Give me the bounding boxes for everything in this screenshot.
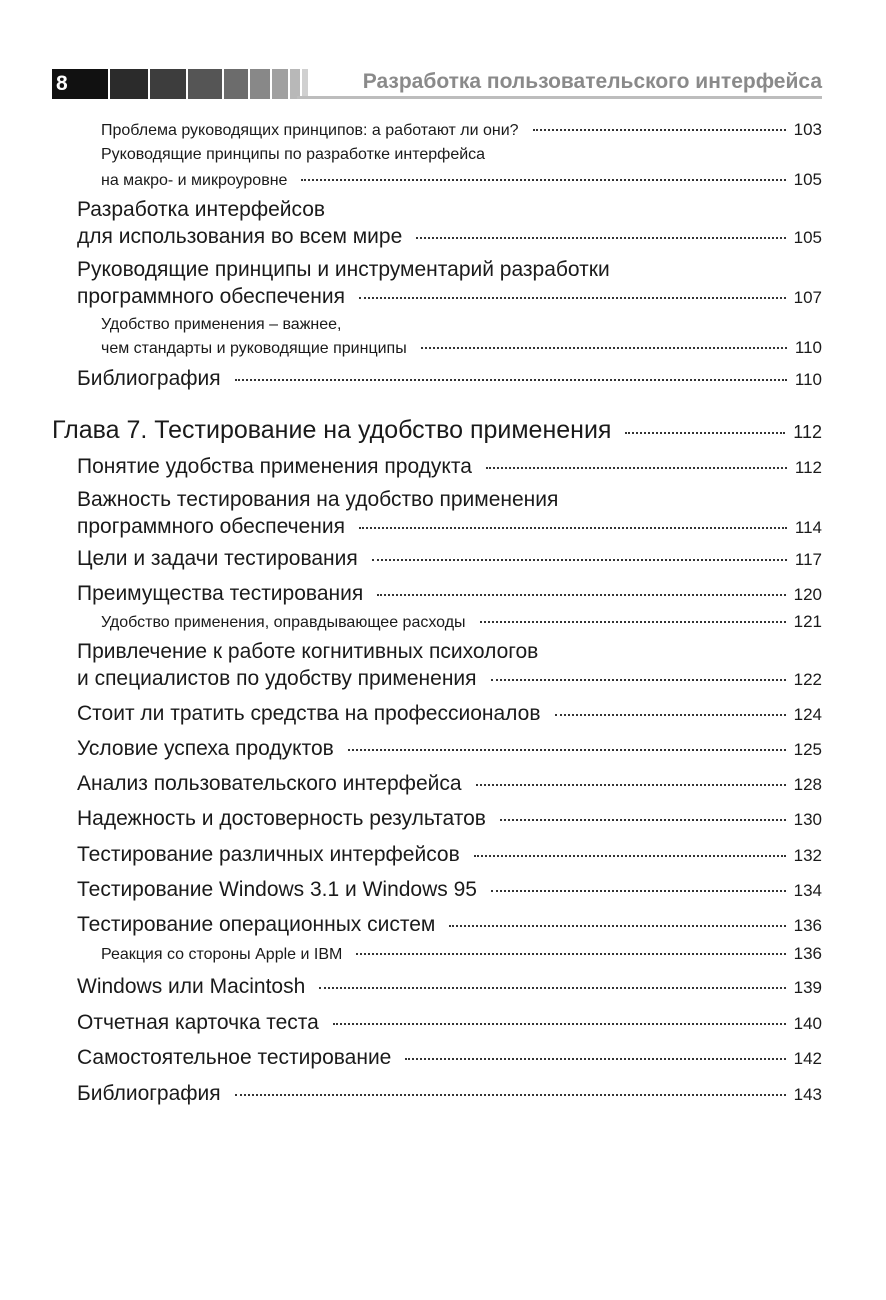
dot-leader (533, 129, 786, 131)
toc-entry-title: Анализ пользовательского интерфейса (77, 772, 462, 795)
dot-leader (449, 925, 785, 927)
toc-page-number: 103 (793, 120, 822, 139)
toc-entry (77, 582, 822, 606)
toc-entry-title-cont: программного обеспечения (77, 515, 345, 538)
toc-entry (77, 1082, 822, 1106)
toc-entry-title: Библиография (77, 1082, 221, 1105)
dot-leader (377, 594, 785, 596)
toc-entry (77, 258, 822, 309)
toc-entry-title-cont: на макро- и микроуровне (101, 172, 288, 189)
dot-leader (491, 890, 786, 892)
header-bar (302, 69, 308, 99)
toc-page-number: 132 (793, 846, 822, 865)
dot-leader (235, 1094, 786, 1096)
dot-leader (235, 379, 787, 381)
toc-page-number: 136 (793, 916, 822, 935)
toc-entry-title: Windows или Macintosh (77, 975, 306, 998)
toc-entry-title: Удобство применения, оправдывающее расходы (101, 614, 466, 631)
dot-leader (405, 1058, 785, 1060)
toc-entry (77, 198, 822, 249)
toc-entry-title: Проблема руководящих принципов: а работают ли они? (101, 122, 519, 139)
dot-leader (359, 297, 786, 299)
header-rule (297, 96, 822, 99)
dot-leader (555, 714, 786, 716)
toc-entry (77, 807, 822, 831)
dot-leader (476, 784, 786, 786)
toc-entry-title: Разработка интерфейсов (77, 198, 326, 221)
toc-page-number: 117 (794, 550, 822, 569)
toc-entry (77, 975, 822, 999)
header-bar (150, 69, 186, 99)
toc-entry-title: Руководящие принципы и инструментарий разработки (77, 258, 610, 281)
toc-page-number: 136 (793, 944, 822, 963)
toc-entry (77, 772, 822, 796)
toc-entry-title: Реакция со стороны Apple и IBM (101, 946, 343, 963)
dot-leader (301, 179, 785, 181)
header-bar (224, 69, 248, 99)
dot-leader (333, 1023, 786, 1025)
header-bar (272, 69, 288, 99)
toc-entry (77, 1046, 822, 1070)
toc-entry (77, 1011, 822, 1035)
toc-entry-title: Понятие удобства применения продукта (77, 455, 472, 478)
header-bar (110, 69, 148, 99)
toc-page-number: 143 (793, 1085, 822, 1104)
toc-page-number: 112 (794, 458, 822, 477)
dot-leader (474, 855, 786, 857)
toc-entry (77, 640, 822, 691)
toc-entry (77, 843, 822, 867)
toc-page-number: 134 (793, 881, 822, 900)
toc-entry-title: Тестирование различных интерфейсов (77, 843, 460, 866)
toc-page-number: 110 (794, 370, 822, 389)
toc-entry-title: Руководящие принципы по разработке интерфейса (101, 146, 486, 163)
toc-entry-title: Цели и задачи тестирования (77, 547, 358, 570)
toc-page-number: 128 (793, 775, 822, 794)
dot-leader (416, 237, 785, 239)
toc-page-number: 105 (793, 170, 822, 189)
running-title: Разработка пользовательского интерфейса (362, 70, 822, 93)
toc-entry-title: Удобство применения – важнее, (101, 316, 342, 333)
toc-page-number: 140 (793, 1014, 822, 1033)
toc-entry (101, 944, 822, 964)
toc-entry-title-cont: чем стандарты и руководящие принципы (101, 340, 407, 357)
toc-entry (77, 737, 822, 761)
toc-entry (101, 120, 822, 140)
toc-page-number: 142 (793, 1049, 822, 1068)
toc-entry (77, 488, 822, 539)
dot-leader (319, 987, 785, 989)
toc-entry-title: Привлечение к работе когнитивных психологов (77, 640, 539, 663)
toc-page-number: 112 (793, 422, 822, 442)
toc-chapter-entry (52, 416, 822, 445)
toc-page-number: 121 (793, 612, 822, 631)
dot-leader (480, 621, 786, 623)
toc-entry (77, 547, 822, 571)
toc-page-number: 120 (793, 585, 822, 604)
toc-entry-title: Библиография (77, 367, 221, 390)
toc-entry (101, 612, 822, 632)
toc-entry (77, 878, 822, 902)
dot-leader (372, 559, 787, 561)
toc-entry (101, 316, 822, 358)
toc-entry-title: Преимущества тестирования (77, 582, 364, 605)
toc-page-number: 114 (794, 518, 822, 537)
page-number: 8 (52, 69, 108, 99)
toc-page-number: 125 (793, 740, 822, 759)
dot-leader (359, 527, 787, 529)
dot-leader (421, 347, 787, 349)
toc-entry-title: Тестирование Windows 3.1 и Windows 95 (77, 878, 477, 901)
toc-entry-title-cont: для использования во всем мире (77, 225, 403, 248)
toc-entry-title: Самостоятельное тестирование (77, 1046, 392, 1069)
toc-entry-title: Условие успеха продуктов (77, 737, 334, 760)
header-bar (250, 69, 270, 99)
dot-leader (348, 749, 786, 751)
running-header (52, 69, 822, 99)
toc-entry-title-cont: программного обеспечения (77, 285, 345, 308)
toc-page-number: 107 (793, 288, 822, 307)
toc-page-number: 110 (794, 338, 822, 357)
toc-entry-title: Тестирование операционных систем (77, 913, 436, 936)
toc-page-number: 105 (793, 228, 822, 247)
chapter-title: Глава 7. Тестирование на удобство применения (52, 416, 612, 444)
dot-leader (491, 679, 786, 681)
dot-leader (500, 819, 786, 821)
toc-entry (77, 367, 822, 391)
toc-entry (77, 455, 822, 479)
toc-entry (77, 913, 822, 937)
toc-entry-title: Стоит ли тратить средства на профессионалов (77, 702, 541, 725)
toc-entry-title: Надежность и достоверность результатов (77, 807, 486, 830)
toc-entry-title: Важность тестирования на удобство применения (77, 488, 559, 511)
header-bar (188, 69, 222, 99)
toc-page-number: 124 (793, 705, 822, 724)
toc-entry-title: Отчетная карточка теста (77, 1011, 319, 1034)
dot-leader (486, 467, 787, 469)
toc-entry (101, 146, 822, 190)
toc-entry (77, 702, 822, 726)
dot-leader (625, 432, 785, 434)
header-bar (290, 69, 300, 99)
toc-page-number: 139 (793, 978, 822, 997)
toc-page-number: 130 (793, 810, 822, 829)
toc-page-number: 122 (793, 670, 822, 689)
dot-leader (356, 953, 785, 955)
toc-entry-title-cont: и специалистов по удобству применения (77, 667, 477, 690)
